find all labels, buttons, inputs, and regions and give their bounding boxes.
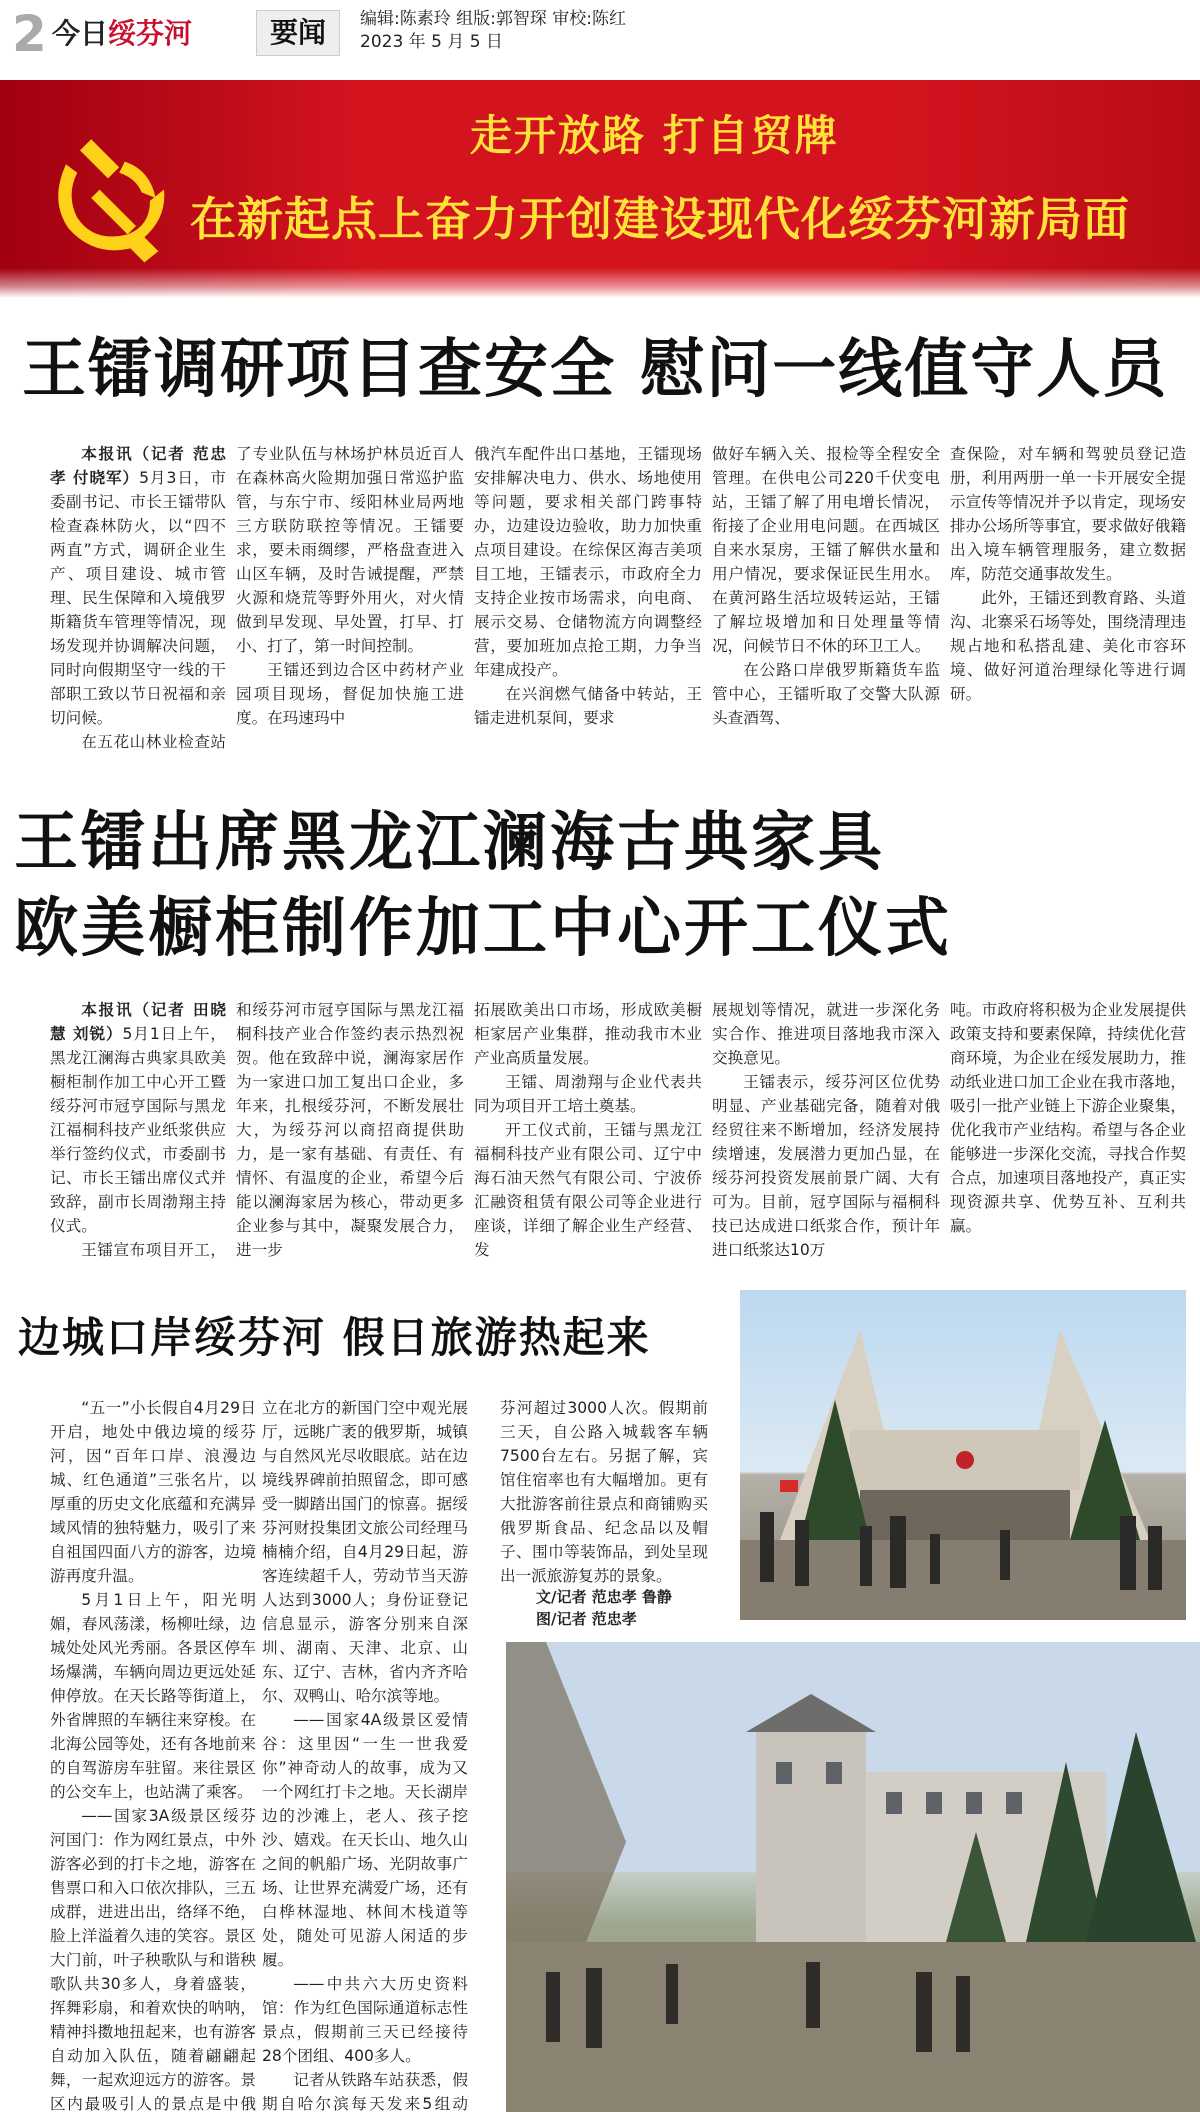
article1-column-5	[950, 442, 1186, 754]
page-number: 2	[12, 5, 47, 63]
section-label: 要闻	[256, 10, 340, 56]
article1-column-3	[474, 442, 702, 754]
article2-headline-line2: 欧美橱柜制作加工中心开工仪式	[14, 892, 952, 966]
article1-paragraph: 王镭还到边合区中药材产业园项目现场，督促加快施工进度。在玛速玛中	[236, 661, 464, 727]
masthead	[0, 0, 1200, 78]
article2-paragraph: 王镭、周渤翔与企业代表共同为项目开工培土奠基。	[474, 1073, 702, 1115]
article1-column-2	[236, 442, 464, 754]
article2-headline	[14, 800, 952, 972]
article2-headline-line1: 王镭出席黑龙江澜海古典家具	[14, 806, 885, 880]
paper-name-part1: 今日	[52, 17, 109, 50]
article1-paragraph: 此外，王镭还到教育路、头道沟、北寨采石场等处，围绕清理违规占地和私搭乱建、美化市容环境、做好河道治理绿化等进行调研。	[950, 589, 1186, 703]
article3-paragraph: ——国家4A级景区爱情谷：这里因“一生一世我爱你”神奇动人的故事，成为又一个网红打卡之地。天长湖岸边的沙滩上，老人、孩子挖沙、嬉戏。在天长山、地久山之间的帆船广场、光阴故事广场、让世界充满爱广场，还有白桦林湿地、林间木栈道等处，随处可见游人闲适的步履。	[262, 1711, 468, 1969]
article1-paragraph: 做好车辆入关、报检等全程安全管理。在供电公司220千伏变电站，王镭了解了用电增长情况，衔接了企业用电问题。在西城区自来水泵房，王镭了解供水量和用户情况，要求保证民生用水。在黄河路生活垃圾转运站，王镭了解垃圾增加和日处理量等情况，问候节日不休的环卫工人。	[712, 445, 940, 655]
article1-column-4	[712, 442, 940, 754]
article1-paragraph: 5月3日，市委副书记、市长王镭带队检查森林防火，以“四不两直”方式，调研企业生产、项目建设、城市管理、民生保障和入境俄罗斯籍货车管理等情况，现场发现并协调解决问题，同时向假期坚守一线的干部职工致以节日祝福和亲切问候。	[50, 469, 226, 727]
paper-name	[52, 16, 192, 52]
article3-headline: 边城口岸绥芬河 假日旅游热起来	[18, 1313, 651, 1362]
article2-column-5	[950, 998, 1186, 1262]
article1-paragraph: 俄汽车配件出口基地，王镭现场安排解决电力、供水、场地使用等问题，要求相关部门跨事特办，边建设边验收，助力加快重点项目建设。在综保区海吉美项目工地，王镭表示，市政府全力支持企业按市场需求，向电商、展示交易、仓储物流方向调整经营，要加班加点抢工期，力争当年建成投产。	[474, 445, 702, 679]
article1-byline: 本报讯（记者 范忠孝 付晓军）	[50, 445, 226, 487]
article2-column-1	[50, 998, 226, 1262]
article3-column-3	[500, 1396, 708, 1584]
article2-paragraph: 和绥芬河市冠亨国际与黑龙江福桐科技产业合作签约表示热烈祝贺。他在致辞中说，澜海家居作为一家进口加工复出口企业，多年来，扎根绥芬河，不断发展壮大，为绥芬河以商招商提供助力，是一家有基础、有责任、有情怀、有温度的企业，希望今后能以澜海家居为核心，带动更多企业参与其中，凝聚发展合力，进一步	[236, 1001, 464, 1259]
article3-paragraph: 5月1日上午，阳光明媚，春风荡漾，杨柳吐绿，边城处处风光秀丽。各景区停车场爆满，车辆向周边更远处延伸停放。在天长路等街道上，外省牌照的车辆往来穿梭。在北海公园等处，还有各地前来的自驾游房车驻留。来往景区的公交车上，也站满了乘客。	[50, 1591, 256, 1801]
edition-meta	[360, 8, 626, 54]
article3-paragraph: 记者从铁路车站获悉，假期自哈尔滨每天发来5组动	[262, 2071, 468, 2112]
article3-paragraph: ——中共六大历史资料馆：作为红色国际通道标志性景点，假期前三天已经接待28个团组、400多人。	[262, 1975, 468, 2065]
banner	[0, 80, 1200, 298]
editors-line: 编辑:陈素玲 组版:郭智琛 审校:陈红	[360, 9, 626, 29]
article3-paragraph: “五一”小长假自4月29日开启，地处中俄边境的绥芬河，因“百年口岸、浪漫边城、红色通道”三张名片，以厚重的历史文化底蕴和充满异域风情的独特魅力，吸引了来自祖国四面八方的游客，边境游再度升温。	[50, 1399, 256, 1585]
date-line: 2023 年 5 月 5 日	[360, 32, 503, 52]
border-gate-photo	[740, 1290, 1186, 1620]
article3-credit-text: 文/记者 范忠孝 鲁静	[536, 1588, 672, 1606]
article1-paragraph: 在五花山林业检查站	[81, 733, 226, 751]
article2-paragraph: 王镭表示，绥芬河区位优势明显、产业基础完备，随着对俄经贸往来不断增加，经济发展持续增速，发展潜力更加凸显，在绥芬河投资发展前景广阔、大有可为。目前，冠亨国际与福桐科技已达成进口纸浆合作，预计年进口纸浆达10万	[712, 1073, 940, 1259]
article3-column-2	[262, 1396, 468, 2112]
article1-column-1	[50, 442, 226, 754]
article2-paragraph: 吨。市政府将积极为企业发展提供政策支持和要素保障，持续优化营商环境，为企业在绥发展助力，推动纸业进口加工企业在我市落地，吸引一批产业链上下游企业聚集，优化我市产业结构。希望与各企业能够进一步深化交流，寻找合作契合点，加速项目落地投产，真正实现资源共享、优势互补、互利共赢。	[950, 1001, 1186, 1235]
article3-column-1	[50, 1396, 256, 2112]
banner-line2: 在新起点上奋力开创建设现代化绥芬河新局面	[190, 192, 1130, 246]
article2-column-3	[474, 998, 702, 1262]
article2-paragraph: 展规划等情况，就进一步深化务实合作、推进项目落地我市深入交换意见。	[712, 1001, 940, 1067]
article2-column-2	[236, 998, 464, 1262]
article2-paragraph: 开工仪式前，王镭与黑龙江福桐科技产业有限公司、辽宁中海石油天然气有限公司、宁波侨汇融资租赁有限公司等企业进行座谈，详细了解企业生产经营、发	[474, 1121, 702, 1259]
article3-credit-photo: 图/记者 范忠孝	[536, 1610, 637, 1628]
article3-credits	[536, 1586, 672, 1630]
article1-paragraph: 在兴润燃气储备中转站，王镭走进机泵间，要求	[474, 685, 702, 727]
article1-headline: 王镭调研项目查安全 慰问一线值守人员	[22, 333, 1169, 407]
paper-name-part2: 绥芬河	[108, 17, 193, 50]
party-emblem-icon	[38, 128, 178, 268]
article2-byline: 本报讯（记者 田晓慧 刘锐）	[50, 1001, 226, 1043]
banner-line1: 走开放路 打自贸牌	[470, 111, 839, 160]
article3-paragraph: 立在北方的新国门空中观光展厅，远眺广袤的俄罗斯，城镇与自然风光尽收眼底。站在边境线界碑前拍照留念，即可感受一脚踏出国门的惊喜。据绥芬河财投集团文旅公司经理马楠楠介绍，自4月29日起，游客连续超千人，劳动节当天游人达到3000人；身份证登记信息显示，游客分别来自深圳、湖南、天津、北京、山东、辽宁、吉林，省内齐齐哈尔、双鸭山、哈尔滨等地。	[262, 1399, 468, 1705]
article1-paragraph: 了专业队伍与林场护林员近百人在森林高火险期加强日常巡护监管，与东宁市、绥阳林业局两地三方联防联控等情况。王镭要求，要未雨绸缪，严格盘查进入山区车辆，及时告诫提醒，严禁火源和烧荒等野外用火，对火情做到早发现、早处置，打早、打小、打了，第一时间控制。	[236, 445, 464, 655]
article3-paragraph: 芬河超过3000人次。假期前三天，自公路入城载客车辆7500台左右。另据了解，宾馆住宿率也有大幅增加。更有大批游客前往景点和商铺购买俄罗斯食品、纪念品以及帽子、围巾等装饰品，到处呈现出一派旅游复苏的景象。	[500, 1399, 708, 1584]
museum-building-photo	[506, 1642, 1200, 2112]
article1-paragraph: 查保险，对车辆和驾驶员登记造册，利用两册一单一卡开展安全提示宣传等情况并予以肯定，现场安排办公场所等事宜，要求做好俄籍出入境车辆管理服务，建立数据库，防范交通事故发生。	[950, 445, 1186, 583]
article3-paragraph: ——国家3A级景区绥芬河国门：作为网红景点，中外游客必到的打卡之地，游客在售票口和入口依次排队，三五成群，进进出出，络绎不绝，脸上洋溢着久违的笑容。景区大门前，叶子秧歌队与和谐秧歌队共30多人，身着盛装，挥舞彩扇，和着欢快的呐呐，精神抖擞地扭起来，也有游客自动加入队伍，随着翩翩起舞，一起欢迎远方的游客。景区内最吸引人的景点是中俄	[50, 1807, 256, 2112]
article2-paragraph: 5月1日上午，黑龙江澜海古典家具欧美橱柜制作加工中心开工暨绥芬河市冠亨国际与黑龙江福桐科技产业纸浆供应举行签约仪式，市委副书记、市长王镭出席仪式并致辞，副市长周渤翔主持仪式。	[50, 1025, 226, 1235]
article1-paragraph: 在公路口岸俄罗斯籍货车监管中心，王镭听取了交警大队源头查酒驾、	[712, 661, 940, 727]
article2-paragraph: 王镭宣布项目开工，	[81, 1241, 226, 1259]
article2-paragraph: 拓展欧美出口市场，形成欧美橱柜家居产业集群，推动我市木业产业高质量发展。	[474, 1001, 702, 1067]
banner-fade	[0, 268, 1200, 298]
article2-column-4	[712, 998, 940, 1262]
